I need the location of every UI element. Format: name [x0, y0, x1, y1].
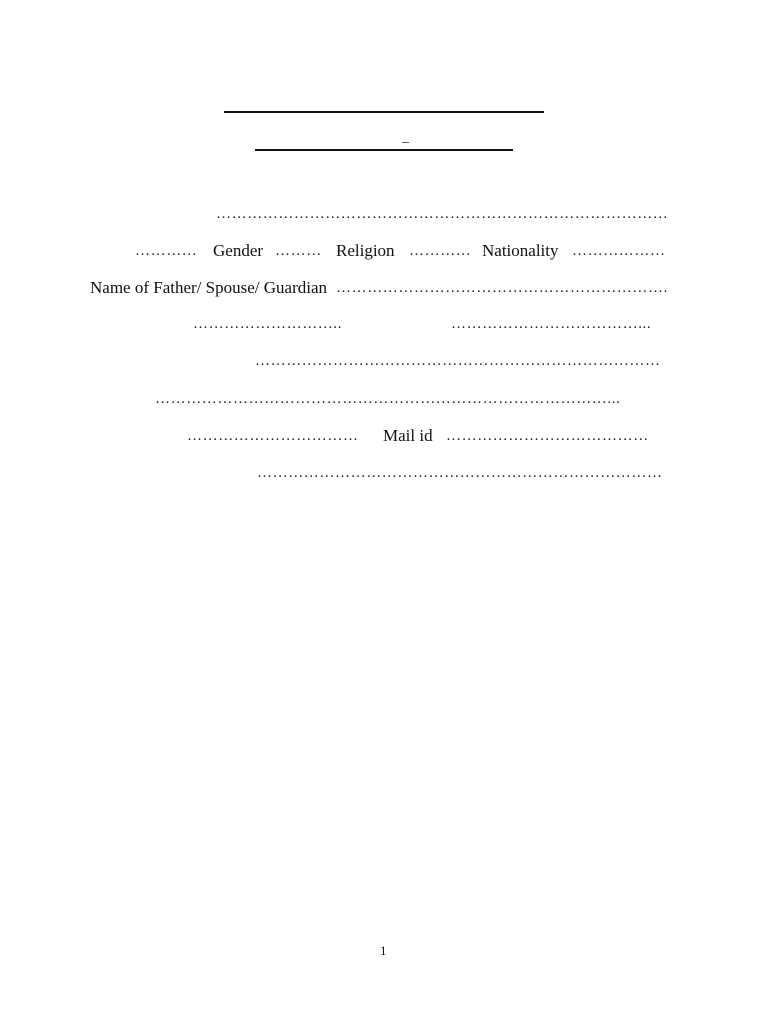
address-blank-2: ……………………………………………………………………………...	[155, 391, 621, 407]
gender-label: Gender	[213, 241, 264, 260]
dob-blank: …………	[135, 243, 198, 259]
gender-blank: ………	[275, 243, 322, 259]
nationality-label: Nationality	[482, 241, 559, 260]
name-blank: ……………………………………………………………………………	[216, 206, 669, 222]
guardian-label: Name of Father/ Spouse/ Guardian	[90, 278, 327, 297]
guardian-blank: ……………………………………………………….	[336, 280, 668, 296]
religion-label: Religion	[336, 241, 395, 260]
page-number: 1	[380, 943, 387, 958]
title-dash: _	[402, 130, 409, 145]
phone-blank: ……………………………	[187, 428, 359, 444]
mail-id-label: Mail id	[383, 426, 433, 445]
title-underline-top	[224, 111, 544, 113]
religion-blank: …………	[409, 243, 472, 259]
nationality-blank: ………………	[572, 243, 666, 259]
field-blank-left: ………………………..	[193, 316, 343, 332]
mail-id-blank: …………………………………	[446, 428, 649, 444]
address-blank: ……………………………………………………………………	[255, 353, 661, 369]
title-underline-bottom	[255, 149, 513, 151]
final-blank: ……………………………………………………………………	[257, 465, 663, 481]
field-blank-right: ………………………………...	[451, 316, 652, 332]
